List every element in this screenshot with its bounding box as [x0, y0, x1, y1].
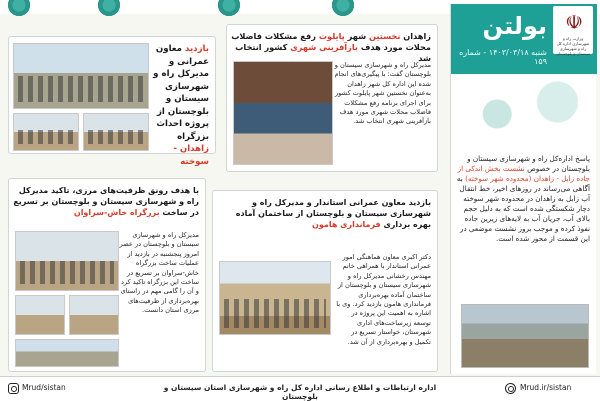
photo-highway-a	[15, 231, 119, 291]
card-title: بازدید معاون عمرانی و مدیرکل راه و شهرسازی سیستان و بلوچستان از پروژه احداث بزرگراه زاهدان - سوخته	[153, 44, 209, 167]
photo-group-visit	[13, 43, 149, 109]
photo-site-a	[13, 113, 79, 151]
card-zahedan-pilot	[226, 24, 438, 172]
card-hamoun	[212, 190, 438, 372]
card-title: بازدید معاون عمرانی استاندار و مدیرکل راه و شهرسازی سیستان و بلوچستان از ساختمان آماده بهره برداری فرمانداری هامون	[235, 198, 431, 229]
decorative-pattern	[457, 78, 591, 138]
card-title: زاهدان نخستین شهر پایلوت رفع مشکلات فاضلاب محلات مورد هدف بازآفرینی شهری کشور انتخاب شد	[231, 31, 431, 63]
card-title: با هدف رونق ظرفیت‌های مرزی، تاکید مدیرکل راه و شهرسازی سیستان و بلوچستان بر تسریع در ساخت بزرگراه خاش-سراوان	[13, 186, 199, 217]
bulletin-column	[450, 4, 596, 374]
photo-hamoun-building	[219, 261, 331, 335]
web-icon[interactable]	[505, 383, 516, 394]
bulletin-header	[451, 4, 597, 74]
ornament-icon	[330, 0, 356, 18]
photo-highway-d	[15, 339, 119, 367]
instagram-handle[interactable]: Mrud/sistan	[22, 383, 66, 392]
website-link[interactable]: Mrud.ir/sistan	[520, 383, 572, 392]
card-body: دکتر اکبری معاون هماهنگی امور عمرانی استاندار با همراهی خانم مهندس رخشانی مدیرکل راه و شهرسازی سیستان و بلوچستان از ساختمان آماده بهره‌برداری فرمانداری هامون بازدید کرد. وی با اشاره به اهمیت این پروژه در توسعه زیرساخت‌های اداری شهرستان، خواستار تسریع در تکمیل و بهره‌برداری از آن شد.	[336, 253, 431, 346]
instagram-icon[interactable]	[8, 383, 19, 394]
emblem-icon: ☫	[565, 10, 583, 34]
photo-highway-b	[15, 295, 65, 335]
photo-road-subsidence	[461, 304, 589, 368]
emblem-caption: وزارت راه و شهرسازی اداره کل راه و شهرسازی سیستان و بلوچستان	[556, 36, 590, 56]
bulletin-title: بولتن	[482, 12, 547, 40]
card-border-highway	[8, 178, 206, 372]
bulletin-story: پاسخ اداره‌کل راه و شهرسازی سیستان و بلوچستان در خصوص نشست بخش اندکی از جاده زابل - زاهدان (محدوده شهر سوخته) به آگاهی می‌رساند در روزهای اخیر، خط انتقال آب زابل به زاهدان در محدوده شهر سوخته دچار شکستگی شده است که به دلیل حجم بالای آب، جریان آب به لایه‌های زیرین جاده نفوذ کرده و موجب بروز نشست موضعی در این قسمت از محور شده است.	[456, 154, 590, 243]
card-body: مدیرکل راه و شهرسازی سیستان و بلوچستان در عصر امروز پنجشنبه در بازدید از عملیات ساخت بزرگراه خاش-سراوان بر تسریع در ساخت این بزرگراه تاکید کرد و آن را گامی مهم در راستای بهره‌برداری از ظرفیت‌های مرزی استان دانست.	[119, 231, 199, 315]
card-body: مدیرکل راه و شهرسازی سیستان و بلوچستان گفت: با پیگیری‌های انجام شده این اداره کل شهر زاهدان به‌عنوان نخستین شهر پایلوت کشور برای اجرای برنامه رفع مشکلات فاضلاب محلات شهری مورد هدف بازآفرینی شهری انتخاب شد.	[334, 61, 431, 126]
ornament-icon	[96, 0, 122, 18]
footer-bar	[0, 376, 600, 400]
photo-highway-c	[69, 295, 119, 335]
ornament-icon	[216, 0, 242, 18]
photo-director-office	[233, 61, 333, 165]
ministry-emblem	[553, 6, 593, 54]
ornament-icon	[6, 0, 32, 18]
card-minister-visit	[8, 36, 216, 167]
footer-text: اداره ارتباطات و اطلاع رسانی اداره کل راه و شهرسازی استان سیستان و بلوچستان	[163, 383, 437, 401]
bulletin-date: شنبه ۱۴۰۳/۰۳/۱۸ - شماره ۱۵۹	[459, 48, 547, 66]
photo-site-b	[83, 113, 149, 151]
